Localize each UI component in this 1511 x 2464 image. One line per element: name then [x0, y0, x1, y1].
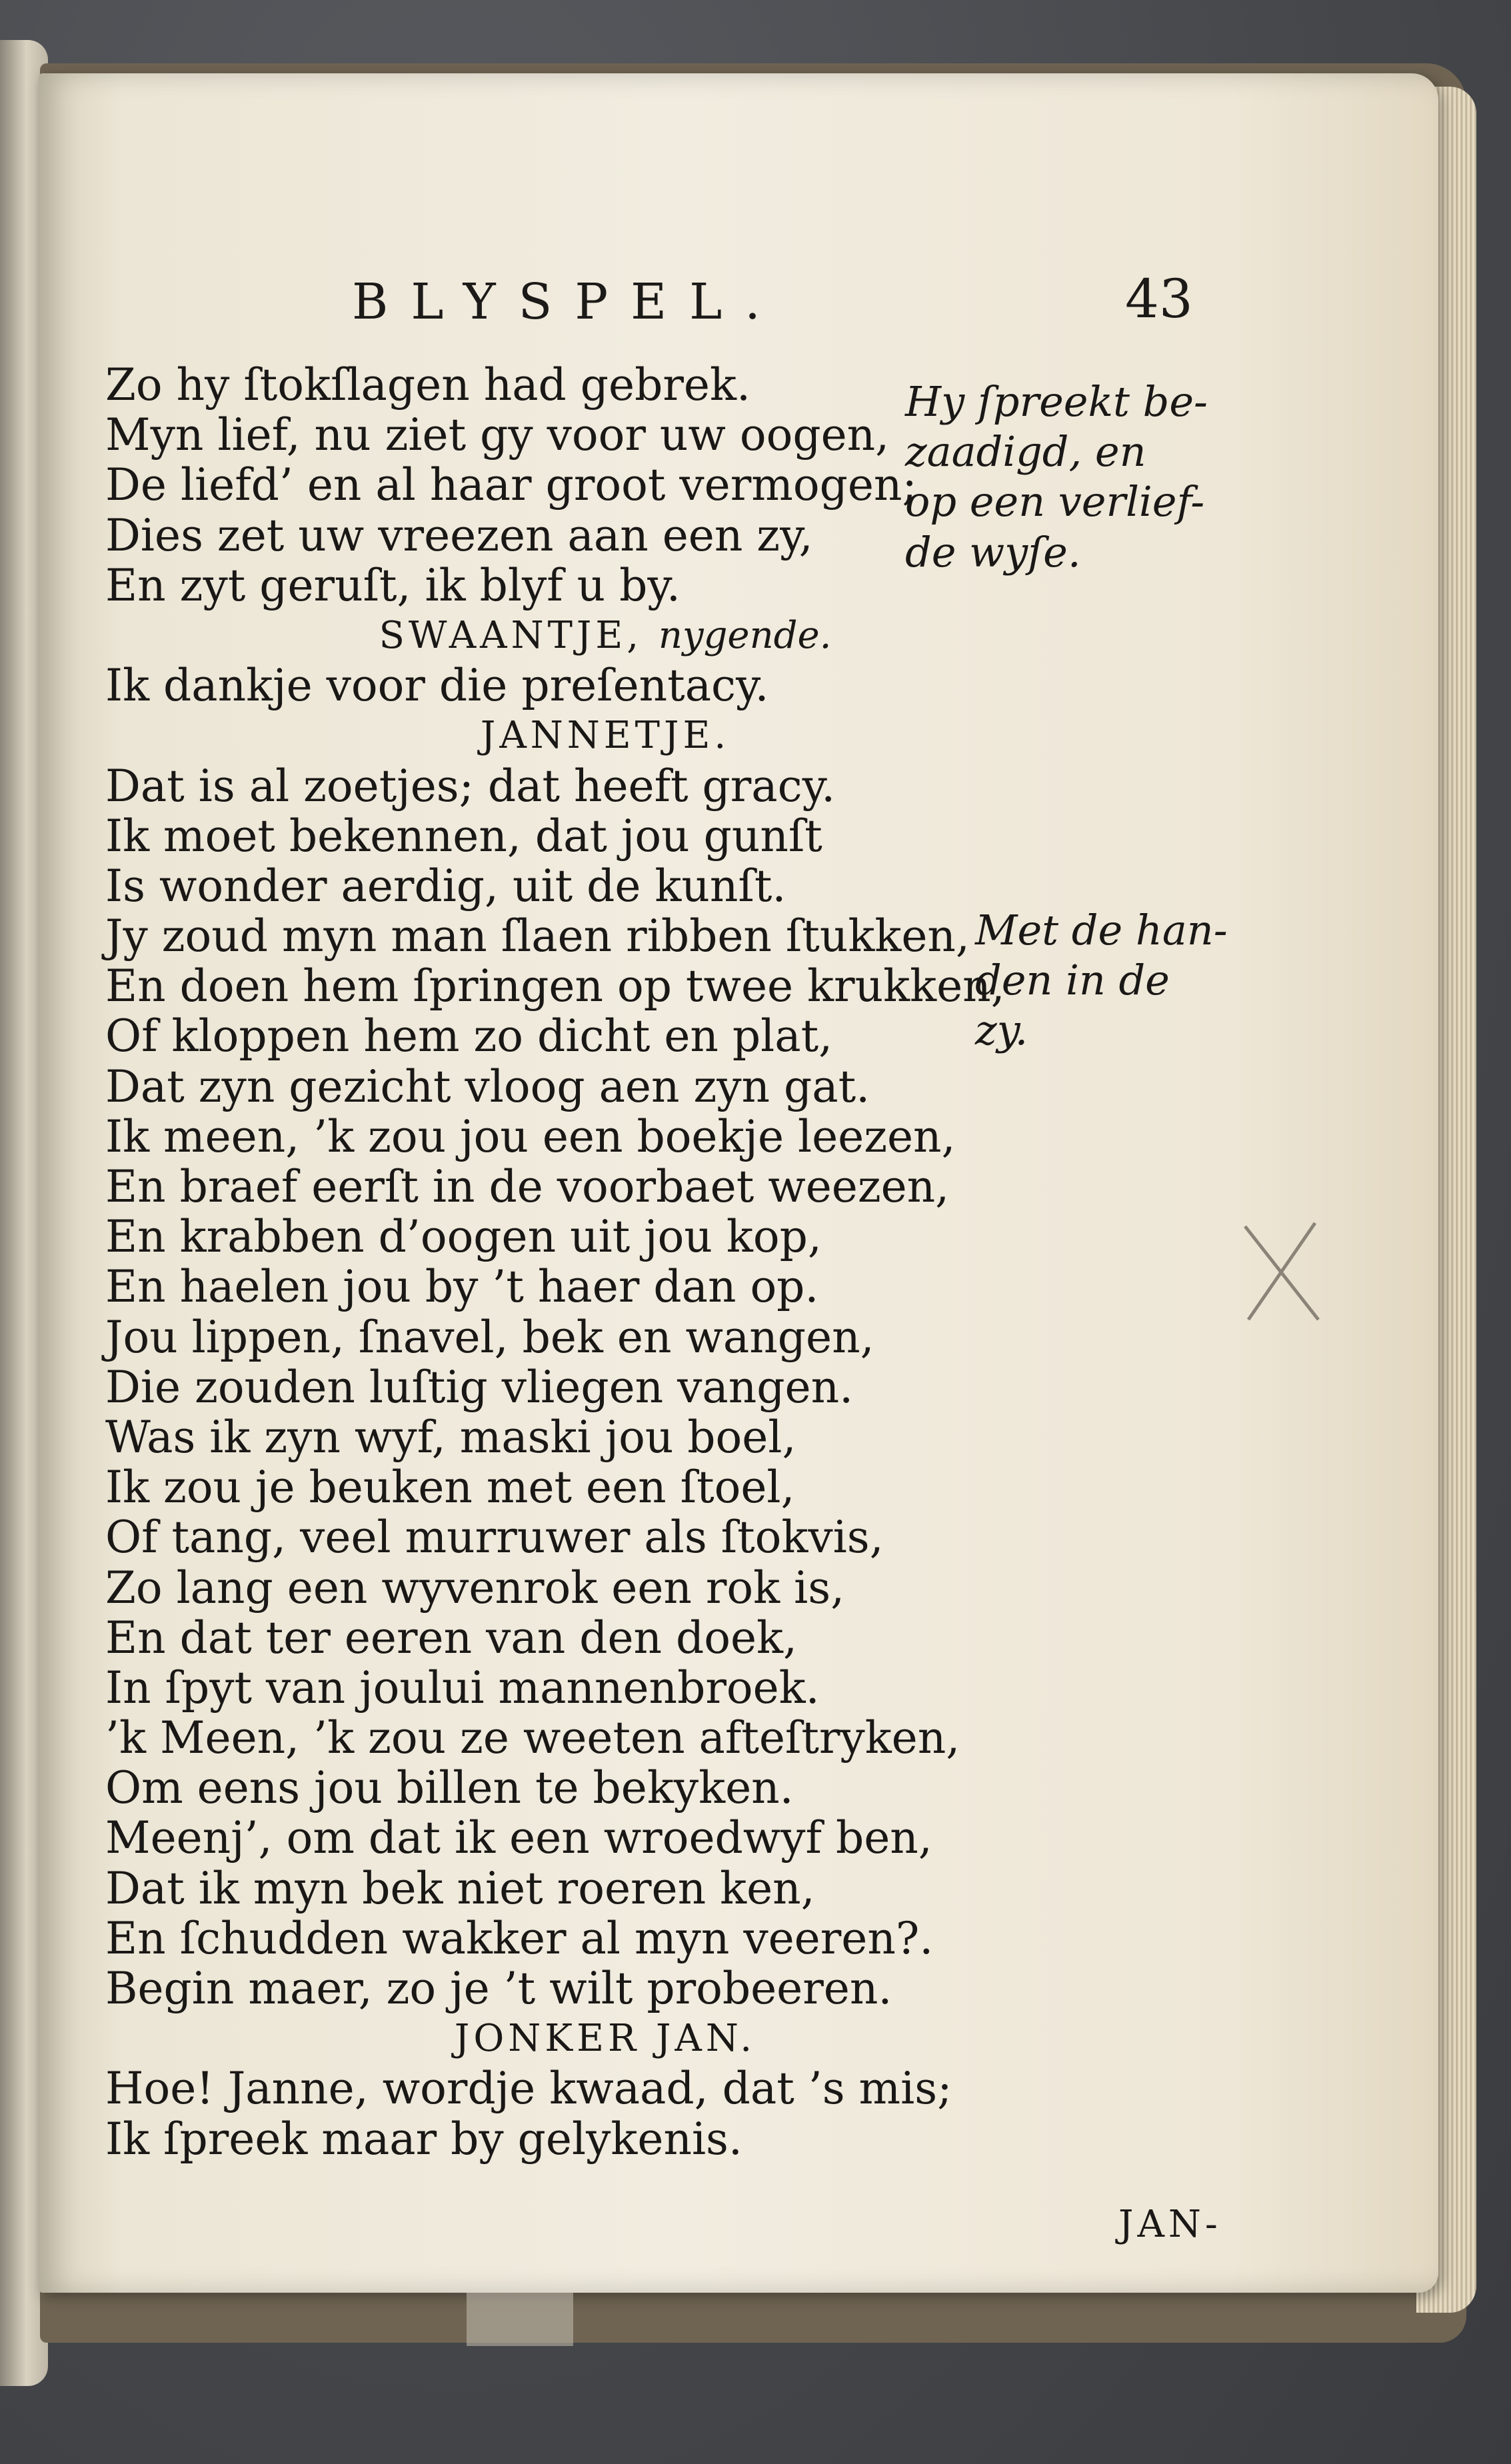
book-page — [39, 73, 1438, 2293]
page-header — [39, 268, 1438, 367]
speaker-name: JONKER JAN. — [454, 2017, 756, 2061]
margin-note-line: zaadigd, en — [905, 427, 1146, 477]
verse-line: Jou lippen, ſnavel, bek en wangen, — [105, 1311, 874, 1363]
verse-line: Ik meen, ’k zou jou een boekje leezen, — [105, 1110, 956, 1162]
page-corner-patch — [467, 2293, 573, 2346]
verse-line: Of kloppen hem zo dicht en plat, — [105, 1010, 833, 1062]
speaker-name: JANNETJE. — [480, 714, 731, 758]
speaker-name: SWAANTJE, — [379, 613, 643, 657]
verse-line: ’k Meen, ’k zou ze weeten afteſtryken, — [105, 1712, 960, 1764]
margin-note-line: den in de — [975, 956, 1170, 1005]
verse-line: Ik dankje voor die preſentacy. — [105, 660, 769, 712]
pencil-cross-mark — [1238, 1220, 1325, 1326]
margin-note-line: op een verlief- — [905, 477, 1205, 527]
page-number: 43 — [1125, 268, 1193, 330]
verse-line: Dat zyn gezicht vloog aen zyn gat. — [105, 1060, 870, 1112]
verse-line: In ſpyt van joului mannenbroek. — [105, 1662, 820, 1714]
verse-line: De liefd’ en al haar groot vermogen; — [105, 459, 917, 511]
verse-line: Meenj’, om dat ik een wroedwyf ben, — [105, 1812, 932, 1864]
speaker-heading — [105, 611, 1025, 660]
verse-line: Of tang, veel murruwer als ſtokvis, — [105, 1512, 884, 1564]
catchword: JAN- — [1118, 2203, 1222, 2246]
verse-line: Was ik zyn wyf, maski jou boel, — [105, 1411, 796, 1463]
verse-line: Ik zou je beuken met een ſtoel, — [105, 1462, 795, 1514]
verse-line: Ik ſpreek maar by gelykenis. — [105, 2113, 743, 2165]
verse-line: En haelen jou by ’t haer dan op. — [105, 1261, 819, 1313]
margin-note-line: de wyſe. — [905, 527, 1081, 577]
verse-line: Dies zet uw vreezen aan een zy, — [105, 509, 813, 561]
verse-line: Om eens jou billen te bekyken. — [105, 1762, 794, 1814]
margin-note — [905, 377, 1208, 577]
verse-line: En doen hem ſpringen op twee krukken, — [105, 960, 1005, 1012]
verse-line: Hoe! Janne, wordje kwaad, dat ’s mis; — [105, 2063, 952, 2115]
margin-note — [975, 905, 1228, 1056]
verse-line: Is wonder aerdig, uit de kunſt. — [105, 860, 786, 912]
margin-note-line: Hy ſpreekt be- — [905, 377, 1208, 426]
verse-line: Dat ik myn bek niet roeren ken, — [105, 1862, 815, 1914]
margin-note-line: zy. — [975, 1006, 1028, 1055]
verse-line: Begin maer, zo je ’t wilt probeeren. — [105, 1963, 892, 2014]
verse-line: Zo hy ſtokſlagen had gebrek. — [105, 359, 751, 411]
verse-line: Die zouden luſtig vliegen vangen. — [105, 1361, 854, 1413]
verse-line: Ik moet bekennen, dat jou gunſt — [105, 810, 822, 862]
speaker-heading — [105, 2013, 1025, 2063]
verse-text — [105, 360, 1025, 2164]
verse-line: En zyt geruſt, ik blyf u by. — [105, 559, 681, 611]
verse-line: En braef eerſt in de voorbaet weezen, — [105, 1161, 950, 1212]
speaker-heading — [105, 710, 1025, 760]
verse-line: Jy zoud myn man ſlaen ribben ſtukken, — [105, 910, 970, 962]
verse-line: En krabben d’oogen uit jou kop, — [105, 1211, 822, 1263]
verse-line: Myn lief, nu ziet gy voor uw oogen, — [105, 409, 890, 461]
verse-line: En ſchudden wakker al myn veeren?. — [105, 1912, 934, 1964]
running-title: BLYSPEL. — [352, 273, 783, 331]
margin-note-line: Met de han- — [975, 906, 1228, 954]
verse-line: En dat ter eeren van den doek, — [105, 1612, 798, 1664]
stage-direction: nygende. — [658, 613, 832, 657]
verse-line: Dat is al zoetjes; dat heeft gracy. — [105, 760, 836, 812]
verse-line: Zo lang een wyvenrok een rok is, — [105, 1562, 845, 1614]
